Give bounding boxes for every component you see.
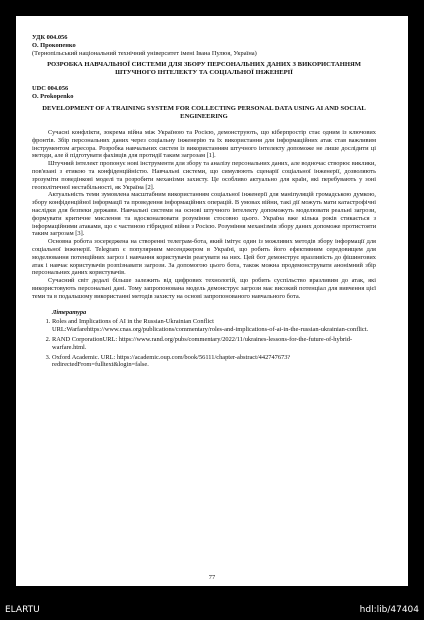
reference-item: 2. RAND CorporationURL: https://www.rand.org/pubs/commentary/2022/11/ukraines-lessons-for-the-future-of-hybrid-warfare.html. (52, 336, 376, 352)
references-list (32, 318, 376, 369)
title-ua: РОЗРОБКА НАВЧАЛЬНОЇ СИСТЕМИ ДЛЯ ЗБОРУ ПЕРСОНАЛЬНИХ ДАНИХ З ВИКОРИСТАННЯМ ШТУЧНОГО ІНТЕЛЕКТУ ТА СОЦІАЛЬНОЇ ІНЖЕНЕРІЇ (47, 61, 361, 77)
references-heading: Література (52, 308, 87, 316)
handle-label: hdl:lib/47404 (359, 605, 419, 615)
title-en: DEVELOPMENT OF A TRAINING SYSTEM FOR COLLECTING PERSONAL DATA USING AI AND SOCIAL ENGINEERING (42, 104, 366, 120)
paragraph: Штучний інтелект пропонує нові інструменти для збору та аналізу персональних даних, але водночас створює виклики, пов'язані з етикою та конфіденційністю. Навчальні системи, що симулюють сценарії соціальної інженерії, дозволяють зрозуміти поведінкові моделі та розробити механізми захисту. Це особливо актуально для країн, які перебувають у зоні геополітичної нестабільності, як Україна [2]. (32, 160, 376, 191)
paragraph: Актуальність теми зумовлена масштабним використанням соціальної інженерії для маніпуляцій громадською думкою, збору конфіденційної інформації та проведення інформаційних операцій. В умовах війни, такі дії можуть мати катастрофічні наслідки для безпеки держави. Навчальні системи на основі штучного інтелекту допоможуть моделювати реальні загрози, формувати критичне мислення та вдосконалювати розуміння стосовно цього. Україна вже кілька років стикається з інформаційними атаками, що є частиною гібридної війни з Росією. Розуміння механізмів збору даних допоможе протистояти таким загрозам [3]. (32, 191, 376, 238)
reference-item: 3. Oxford Academic. URL: https://academic.oup.com/book/56111/chapter-abstract/442747673?redirectedFrom=fulltext&login=false. (52, 354, 376, 370)
article-body (32, 34, 376, 371)
author-ua: О. Прокопенко (32, 41, 76, 49)
udc-ua: УДК 004.056 (32, 34, 68, 41)
paragraph: Сучасні конфлікти, зокрема війна між Україною та Росією, демонструють, що кіберпростір стає одним із ключових фронтів. Збір персональних даних через соціальну інженерію та їх використання для інформаційних атак став важливим інструментом агресора. Розробка навчальних систем із використанням штучного інтелекту допоможе не лише дослідити ці методи, але й підготувати фахівців для протидії таким загрозам [1]. (32, 128, 376, 160)
page-number: 77 (208, 574, 216, 581)
affiliation-ua: (Тернопільський національний технічний університет імені Івана Пулюя, Україна) (32, 49, 257, 57)
paragraph: Сучасний світ дедалі більше залежить від цифрових технологій, що робить суспільство вразливим до атак, які використовують персональні дані. Тому запропонована модель демонструє загрози має високий потенціал для вивчення цієї теми та в подальшому використанні методів захисту на основі запропонованого навчального бота. (32, 277, 376, 300)
footer-bar (0, 600, 424, 620)
document-page (16, 16, 408, 586)
paragraph: Основна робота зосереджена на створенні телеграм-бота, який імітує один із можливих методів збору інформації для соціальної інженерії. Telegram є популярним месенджером в Україні, що робить його ефективним середовищем для моделювання потенційних загроз і навчання користувачів реагувати на них. Цей бот демонструє вразливість до фішингових атак і навчає користувачів розпізнавати загрози. За допомогою цього бота, також можна продемонструвати анонімний збір персональних даних користувачів. (32, 238, 376, 277)
reference-item: 1. Roles and Implications of AI in the Russian-Ukrainian Conflict URL:Warfarehttps://www.cnas.org/publications/commentary/roles-and-implications-of-ai-in-the-russian-ukrainian-conflict. (52, 318, 376, 334)
udc-en: UDC 004.056 (32, 85, 69, 93)
author-en: O. Prokopenko (32, 93, 74, 101)
repository-label: ELARTU (5, 605, 40, 615)
